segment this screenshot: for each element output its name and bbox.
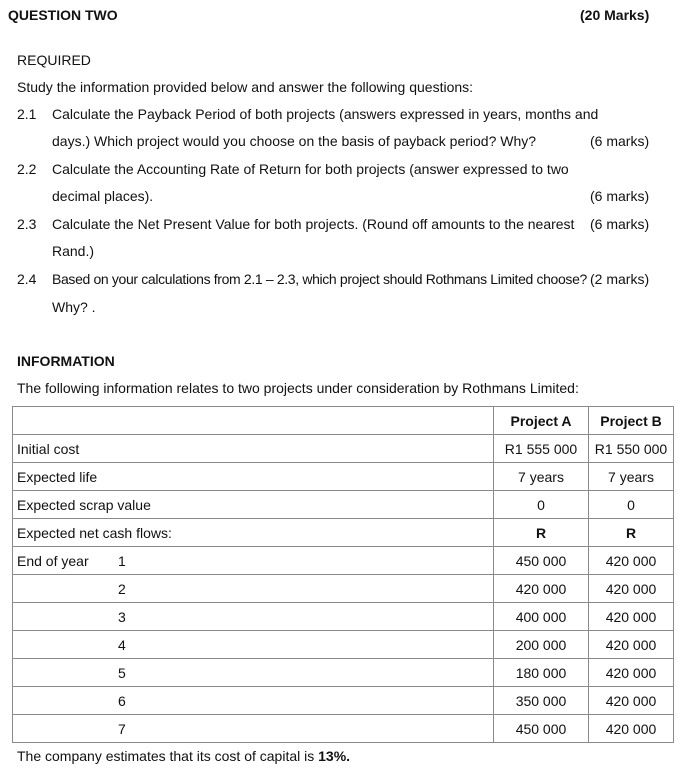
project-b-value: 7 years (589, 463, 674, 491)
item-number: 2.3 (17, 216, 37, 232)
item-text-line2: Why? . (52, 299, 96, 315)
year-number: 2 (118, 581, 126, 597)
cost-of-capital-rate: 13%. (318, 748, 351, 764)
project-b-cash-flow: 420 000 (589, 547, 674, 575)
project-b-cash-flow: 420 000 (589, 715, 674, 743)
row-label: Expected net cash flows: (13, 519, 494, 547)
project-b-header: Project B (589, 407, 674, 435)
year-row-label (13, 631, 494, 659)
table-row (13, 715, 674, 743)
table-row (13, 659, 674, 687)
table-header-row (13, 407, 674, 435)
row-label: Initial cost (13, 435, 494, 463)
item-number: 2.1 (17, 106, 37, 122)
project-a-cash-flow: 350 000 (494, 687, 589, 715)
project-a-cash-flow: 200 000 (494, 631, 589, 659)
item-text-line1: Calculate the Accounting Rate of Return for both projects (answer expressed to two (52, 161, 569, 177)
item-marks: (2 marks) (590, 271, 650, 287)
item-text-line1: Calculate the Payback Period of both projects (answers expressed in years, months and (52, 106, 599, 122)
project-a-value: 0 (494, 491, 589, 519)
item-marks: (6 marks) (590, 216, 650, 232)
table-row (13, 519, 674, 547)
project-a-cash-flow: 450 000 (494, 547, 589, 575)
project-b-cash-flow: 420 000 (589, 659, 674, 687)
project-b-cash-flow: 420 000 (589, 631, 674, 659)
item-marks: (6 marks) (590, 188, 650, 204)
year-number: 3 (118, 609, 126, 625)
item-text-line2: days.) Which project would you choose on the basis of payback period? Why? (52, 133, 537, 149)
project-a-value: R1 555 000 (494, 435, 589, 463)
cost-of-capital-text: The company estimates that its cost of capital is (17, 748, 319, 764)
table-row (13, 575, 674, 603)
year-number: 6 (118, 693, 126, 709)
projects-table (12, 406, 674, 743)
project-a-cash-flow: 450 000 (494, 715, 589, 743)
year-row-label (13, 575, 494, 603)
table-row (13, 631, 674, 659)
table-row (13, 687, 674, 715)
project-b-value: 0 (589, 491, 674, 519)
year-number: 5 (118, 665, 126, 681)
table-row (13, 463, 674, 491)
project-a-cash-flow: 180 000 (494, 659, 589, 687)
table-row (13, 603, 674, 631)
item-number: 2.2 (17, 161, 37, 177)
item-marks: (6 marks) (590, 133, 650, 149)
row-label: Expected life (13, 463, 494, 491)
project-b-cash-flow: 420 000 (589, 575, 674, 603)
item-text-line1: Based on your calculations from 2.1 – 2.3, which project should Rothmans Limited choose? (52, 271, 587, 287)
year-row-label (13, 715, 494, 743)
item-text-line2: decimal places). (52, 188, 154, 204)
project-a-currency: R (494, 519, 589, 547)
information-intro: The following information relates to two projects under consideration by Rothmans Limited: (17, 380, 579, 396)
table-row (13, 491, 674, 519)
question-title: QUESTION TWO (8, 7, 118, 23)
required-heading: REQUIRED (17, 52, 91, 68)
required-intro: Study the information provided below and answer the following questions: (17, 79, 474, 95)
project-a-value: 7 years (494, 463, 589, 491)
year-row-label (13, 687, 494, 715)
row-label: Expected scrap value (13, 491, 494, 519)
project-a-header: Project A (494, 407, 589, 435)
year-number: 7 (118, 721, 126, 737)
year-row-label (13, 603, 494, 631)
item-text-line1: Calculate the Net Present Value for both projects. (Round off amounts to the nearest (52, 216, 575, 232)
project-b-cash-flow: 420 000 (589, 603, 674, 631)
total-marks: (20 Marks) (580, 7, 650, 23)
project-b-value: R1 550 000 (589, 435, 674, 463)
project-b-currency: R (589, 519, 674, 547)
information-heading: INFORMATION (17, 353, 115, 369)
table-row (13, 547, 674, 575)
cost-of-capital-note (17, 748, 350, 764)
project-a-cash-flow: 400 000 (494, 603, 589, 631)
item-number: 2.4 (17, 271, 37, 287)
project-a-cash-flow: 420 000 (494, 575, 589, 603)
year-number: 1 (118, 553, 126, 569)
project-b-cash-flow: 420 000 (589, 687, 674, 715)
year-row-label (13, 659, 494, 687)
end-of-year-label: End of year (17, 552, 89, 569)
table-corner-cell (13, 407, 494, 435)
year-row-label (13, 547, 494, 575)
item-text-line2: Rand.) (52, 243, 95, 259)
year-number: 4 (118, 637, 126, 653)
table-row (13, 435, 674, 463)
